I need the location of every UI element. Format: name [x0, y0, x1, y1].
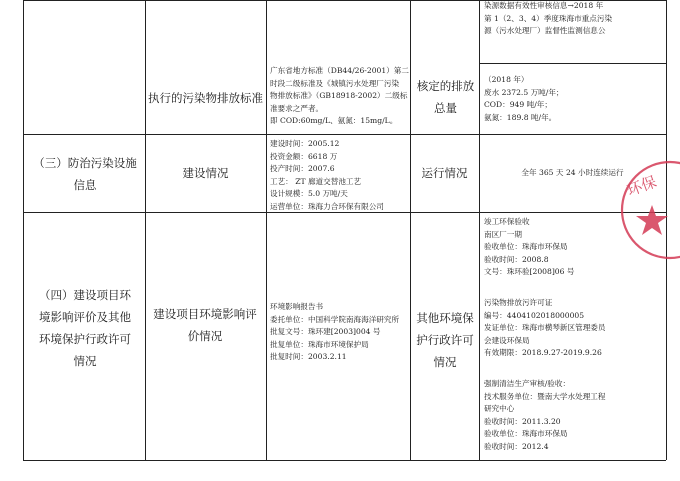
row2-category-cell: [33, 138, 137, 210]
official-seal-stamp: [610, 150, 680, 270]
row3-permits: 竣工环保验收 南区厂一期 验收单位：珠海市环保局 验收时间：2008.8 文号：珠环验[2008]06 号 污染物排放污许可证 编号：4404102018000005 发证单位：珠海市横琴新区管理委员 会建设环保局 有效期限：2018.9.27-2019.9.26 强制清洁生产审核/验收： 技术服务单位：暨南大学水处理工程 研究中心 验收时间：2011.3.20 验收单位：珠海市环保局 验收时间：2012.4: [484, 217, 606, 451]
row1-top-note: 染源数据有效性审核信息→2018 年 第 1（2、3、4）季度珠海市重点污染 源（污水处理厂）监督性监测信息公: [484, 1, 613, 36]
row1-standard-text: 广东省地方标准（DB44/26-2001）第二 时段二级标准及《城镇污水处理厂污染 物排放标准》（GB18918-2002）二级标 准要求之严者。 即 COD:60mg/L、氨氮：15mg/L。: [270, 66, 409, 126]
row1-total-label: 核定的排放总量: [416, 79, 475, 115]
row2-item-label: 建设情况: [182, 166, 229, 180]
seal-text: 环保: [624, 172, 659, 200]
seal-star-icon: [636, 205, 668, 235]
row2-operation-value: 全年 365 天 24 小时连续运行: [521, 167, 624, 177]
row2-item-cell: [145, 134, 266, 212]
row1-total-label-cell: [412, 72, 479, 122]
row3-permit-label-cell: [414, 296, 476, 384]
row3-item-cell: [150, 300, 260, 350]
row2-category: （三）防治污染设施信息: [33, 156, 137, 192]
row3-permit-label: 其他环境保护行政许可情况: [416, 311, 474, 369]
row1-item-label: 执行的污染物排放标准: [148, 91, 263, 105]
row2-operation-label: 运行情况: [421, 166, 468, 180]
row2-construction-details: 建设时间：2005.12 投资金额：6618 万 投产时间：2007.6 工艺： ZT 廊道交替池工艺 设计规模：5.0 万吨/天 运营单位：珠海力合环保有限公司: [270, 139, 384, 211]
row3-category-cell: [35, 278, 135, 378]
row1-category-cell: [23, 0, 145, 134]
row1-total-values: （2018 年） 废水 2372.5 万吨/年； COD：949 吨/年； 氨氮：189.8 吨/年。: [484, 75, 564, 122]
row1-item-cell: [145, 0, 266, 134]
row2-operation-label-cell: [410, 134, 479, 212]
row3-item-label: 建设项目环境影响评价情况: [153, 307, 257, 343]
row3-category: （四）建设项目环境影响评价及其他环境保护行政许可情况: [39, 288, 131, 368]
row3-eia-details: 环境影响报告书 委托单位：中国科学院南海海洋研究所 批复文号：珠环建[2003]004 号 批复单位：珠海市环境保护局 批复时间：2003.2.11: [270, 302, 400, 362]
